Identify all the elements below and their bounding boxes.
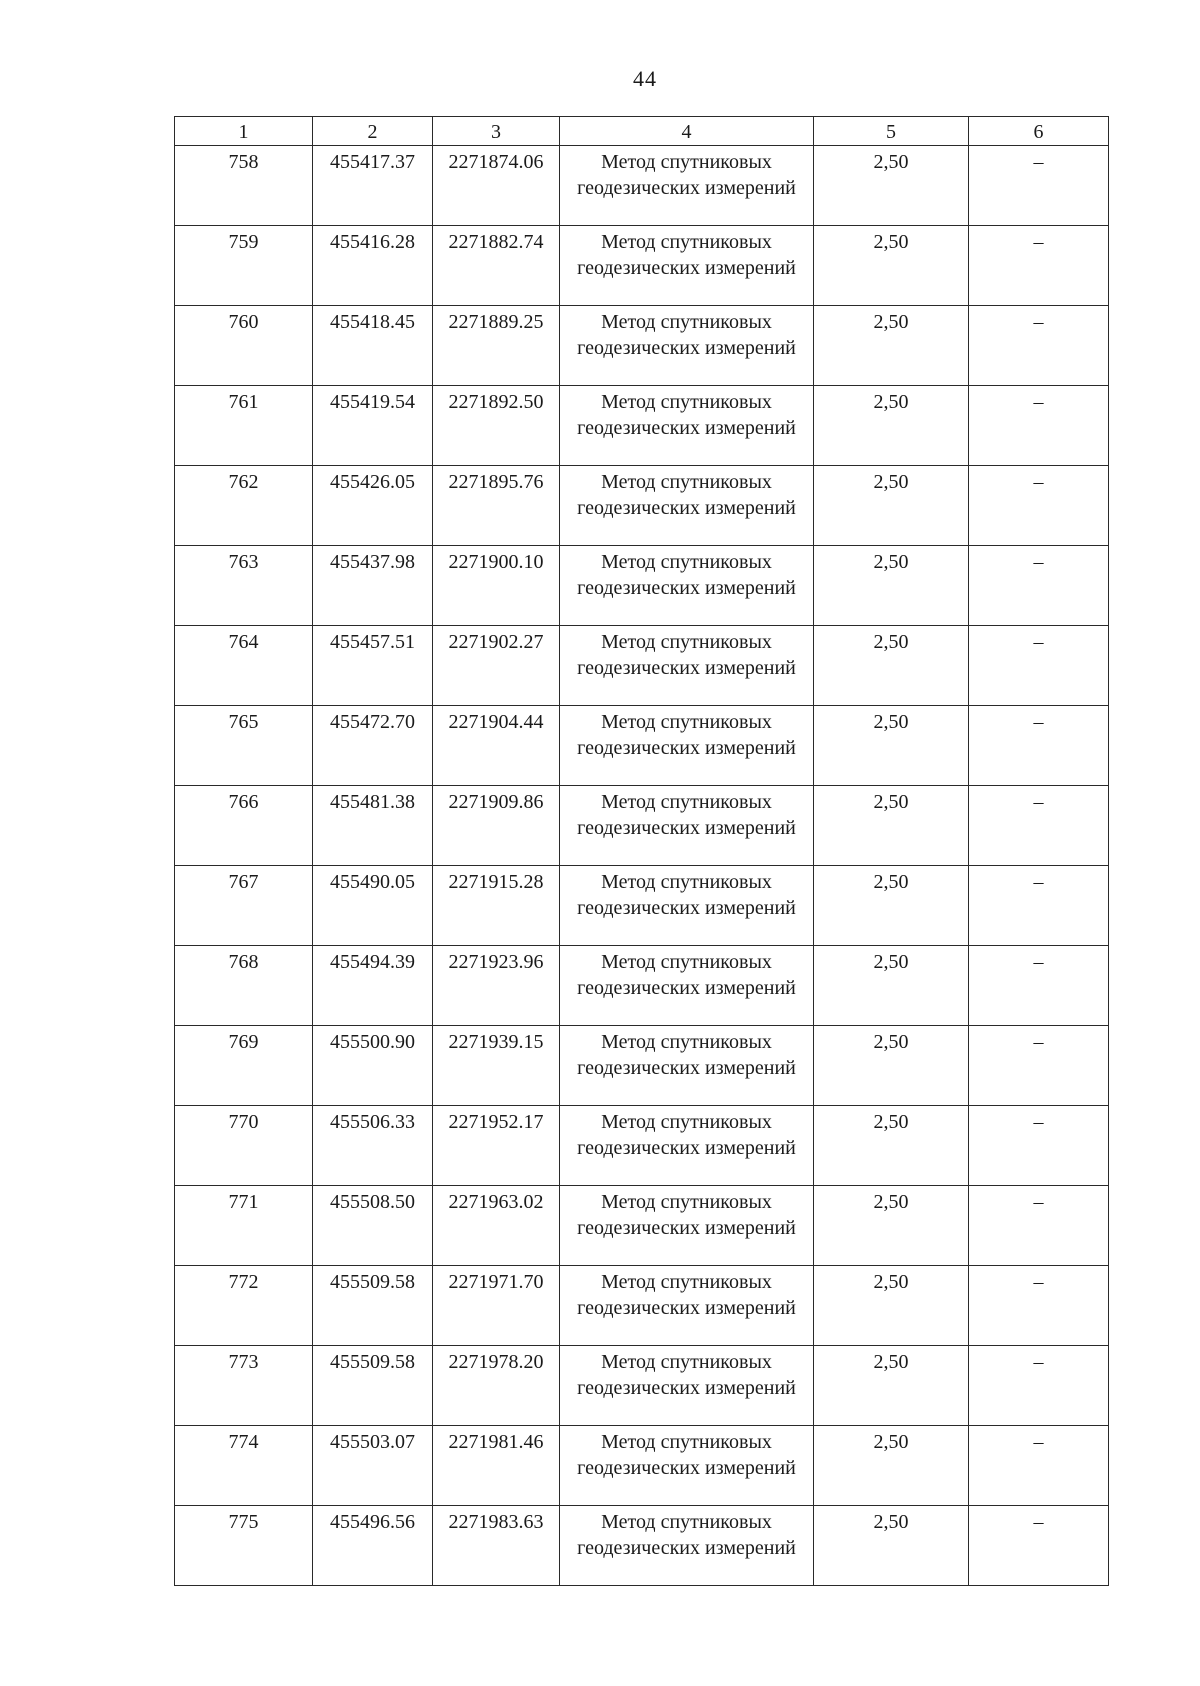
- header-col-2: 2: [313, 117, 433, 146]
- note-cell: –: [969, 306, 1109, 386]
- y-coordinate-cell: 2271915.28: [433, 866, 560, 946]
- point-number-cell: 761: [175, 386, 313, 466]
- method-cell: Метод спутниковых геодезических измерений: [560, 946, 814, 1026]
- point-number-cell: 770: [175, 1106, 313, 1186]
- point-number-cell: 760: [175, 306, 313, 386]
- y-coordinate-cell: 2271892.50: [433, 386, 560, 466]
- table-row: [175, 1106, 1109, 1186]
- method-cell: Метод спутниковых геодезических измерений: [560, 546, 814, 626]
- note-cell: –: [969, 1426, 1109, 1506]
- note-cell: –: [969, 1346, 1109, 1426]
- method-cell: Метод спутниковых геодезических измерений: [560, 226, 814, 306]
- point-number-cell: 764: [175, 626, 313, 706]
- table-row: [175, 1266, 1109, 1346]
- note-cell: –: [969, 1506, 1109, 1586]
- page-number: 44: [633, 66, 657, 91]
- y-coordinate-cell: 2271971.70: [433, 1266, 560, 1346]
- x-coordinate-cell: 455509.58: [313, 1346, 433, 1426]
- method-cell: Метод спутниковых геодезических измерений: [560, 306, 814, 386]
- x-coordinate-cell: 455472.70: [313, 706, 433, 786]
- x-coordinate-cell: 455418.45: [313, 306, 433, 386]
- accuracy-cell: 2,50: [814, 786, 969, 866]
- table-row: [175, 1186, 1109, 1266]
- point-number-cell: 759: [175, 226, 313, 306]
- method-cell: Метод спутниковых геодезических измерений: [560, 1426, 814, 1506]
- accuracy-cell: 2,50: [814, 706, 969, 786]
- y-coordinate-cell: 2271952.17: [433, 1106, 560, 1186]
- header-col-4: 4: [560, 117, 814, 146]
- x-coordinate-cell: 455508.50: [313, 1186, 433, 1266]
- table-row: [175, 546, 1109, 626]
- y-coordinate-cell: 2271923.96: [433, 946, 560, 1026]
- x-coordinate-cell: 455416.28: [313, 226, 433, 306]
- table-row: [175, 786, 1109, 866]
- method-cell: Метод спутниковых геодезических измерений: [560, 1506, 814, 1586]
- point-number-cell: 769: [175, 1026, 313, 1106]
- accuracy-cell: 2,50: [814, 1426, 969, 1506]
- point-number-cell: 758: [175, 146, 313, 226]
- method-cell: Метод спутниковых геодезических измерений: [560, 386, 814, 466]
- x-coordinate-cell: 455496.56: [313, 1506, 433, 1586]
- header-col-3: 3: [433, 117, 560, 146]
- x-coordinate-cell: 455457.51: [313, 626, 433, 706]
- note-cell: –: [969, 866, 1109, 946]
- accuracy-cell: 2,50: [814, 866, 969, 946]
- table-row: [175, 706, 1109, 786]
- accuracy-cell: 2,50: [814, 1506, 969, 1586]
- table-row: [175, 226, 1109, 306]
- y-coordinate-cell: 2271963.02: [433, 1186, 560, 1266]
- method-cell: Метод спутниковых геодезических измерений: [560, 866, 814, 946]
- point-number-cell: 775: [175, 1506, 313, 1586]
- accuracy-cell: 2,50: [814, 146, 969, 226]
- table-row: [175, 1506, 1109, 1586]
- accuracy-cell: 2,50: [814, 1026, 969, 1106]
- accuracy-cell: 2,50: [814, 1186, 969, 1266]
- x-coordinate-cell: 455417.37: [313, 146, 433, 226]
- note-cell: –: [969, 546, 1109, 626]
- note-cell: –: [969, 946, 1109, 1026]
- y-coordinate-cell: 2271909.86: [433, 786, 560, 866]
- header-row: [175, 117, 1109, 146]
- y-coordinate-cell: 2271983.63: [433, 1506, 560, 1586]
- accuracy-cell: 2,50: [814, 1346, 969, 1426]
- method-cell: Метод спутниковых геодезических измерений: [560, 1026, 814, 1106]
- coordinates-table-wrapper: [174, 116, 1109, 1586]
- x-coordinate-cell: 455481.38: [313, 786, 433, 866]
- note-cell: –: [969, 1186, 1109, 1266]
- y-coordinate-cell: 2271902.27: [433, 626, 560, 706]
- note-cell: –: [969, 1106, 1109, 1186]
- point-number-cell: 767: [175, 866, 313, 946]
- point-number-cell: 766: [175, 786, 313, 866]
- accuracy-cell: 2,50: [814, 226, 969, 306]
- table-row: [175, 1026, 1109, 1106]
- accuracy-cell: 2,50: [814, 1266, 969, 1346]
- y-coordinate-cell: 2271882.74: [433, 226, 560, 306]
- point-number-cell: 772: [175, 1266, 313, 1346]
- table-row: [175, 866, 1109, 946]
- y-coordinate-cell: 2271874.06: [433, 146, 560, 226]
- method-cell: Метод спутниковых геодезических измерений: [560, 1346, 814, 1426]
- note-cell: –: [969, 146, 1109, 226]
- method-cell: Метод спутниковых геодезических измерений: [560, 626, 814, 706]
- accuracy-cell: 2,50: [814, 306, 969, 386]
- note-cell: –: [969, 706, 1109, 786]
- y-coordinate-cell: 2271900.10: [433, 546, 560, 626]
- x-coordinate-cell: 455509.58: [313, 1266, 433, 1346]
- accuracy-cell: 2,50: [814, 466, 969, 546]
- method-cell: Метод спутниковых геодезических измерений: [560, 1186, 814, 1266]
- point-number-cell: 774: [175, 1426, 313, 1506]
- x-coordinate-cell: 455500.90: [313, 1026, 433, 1106]
- note-cell: –: [969, 786, 1109, 866]
- x-coordinate-cell: 455506.33: [313, 1106, 433, 1186]
- method-cell: Метод спутниковых геодезических измерений: [560, 146, 814, 226]
- accuracy-cell: 2,50: [814, 386, 969, 466]
- accuracy-cell: 2,50: [814, 946, 969, 1026]
- table-body: [175, 146, 1109, 1586]
- coordinates-table: [174, 116, 1109, 1586]
- accuracy-cell: 2,50: [814, 626, 969, 706]
- point-number-cell: 762: [175, 466, 313, 546]
- y-coordinate-cell: 2271978.20: [433, 1346, 560, 1426]
- point-number-cell: 763: [175, 546, 313, 626]
- table-row: [175, 626, 1109, 706]
- x-coordinate-cell: 455503.07: [313, 1426, 433, 1506]
- header-col-1: 1: [175, 117, 313, 146]
- point-number-cell: 768: [175, 946, 313, 1026]
- method-cell: Метод спутниковых геодезических измерений: [560, 1266, 814, 1346]
- table-header: [175, 117, 1109, 146]
- y-coordinate-cell: 2271981.46: [433, 1426, 560, 1506]
- method-cell: Метод спутниковых геодезических измерений: [560, 1106, 814, 1186]
- header-col-5: 5: [814, 117, 969, 146]
- y-coordinate-cell: 2271895.76: [433, 466, 560, 546]
- table-row: [175, 946, 1109, 1026]
- table-row: [175, 1346, 1109, 1426]
- table-row: [175, 1426, 1109, 1506]
- y-coordinate-cell: 2271904.44: [433, 706, 560, 786]
- method-cell: Метод спутниковых геодезических измерений: [560, 786, 814, 866]
- table-row: [175, 146, 1109, 226]
- note-cell: –: [969, 1026, 1109, 1106]
- method-cell: Метод спутниковых геодезических измерений: [560, 706, 814, 786]
- note-cell: –: [969, 466, 1109, 546]
- note-cell: –: [969, 226, 1109, 306]
- x-coordinate-cell: 455437.98: [313, 546, 433, 626]
- note-cell: –: [969, 1266, 1109, 1346]
- x-coordinate-cell: 455490.05: [313, 866, 433, 946]
- table-row: [175, 466, 1109, 546]
- note-cell: –: [969, 386, 1109, 466]
- point-number-cell: 773: [175, 1346, 313, 1426]
- x-coordinate-cell: 455494.39: [313, 946, 433, 1026]
- accuracy-cell: 2,50: [814, 1106, 969, 1186]
- note-cell: –: [969, 626, 1109, 706]
- y-coordinate-cell: 2271889.25: [433, 306, 560, 386]
- method-cell: Метод спутниковых геодезических измерений: [560, 466, 814, 546]
- y-coordinate-cell: 2271939.15: [433, 1026, 560, 1106]
- table-row: [175, 386, 1109, 466]
- x-coordinate-cell: 455419.54: [313, 386, 433, 466]
- accuracy-cell: 2,50: [814, 546, 969, 626]
- point-number-cell: 771: [175, 1186, 313, 1266]
- header-col-6: 6: [969, 117, 1109, 146]
- x-coordinate-cell: 455426.05: [313, 466, 433, 546]
- table-row: [175, 306, 1109, 386]
- point-number-cell: 765: [175, 706, 313, 786]
